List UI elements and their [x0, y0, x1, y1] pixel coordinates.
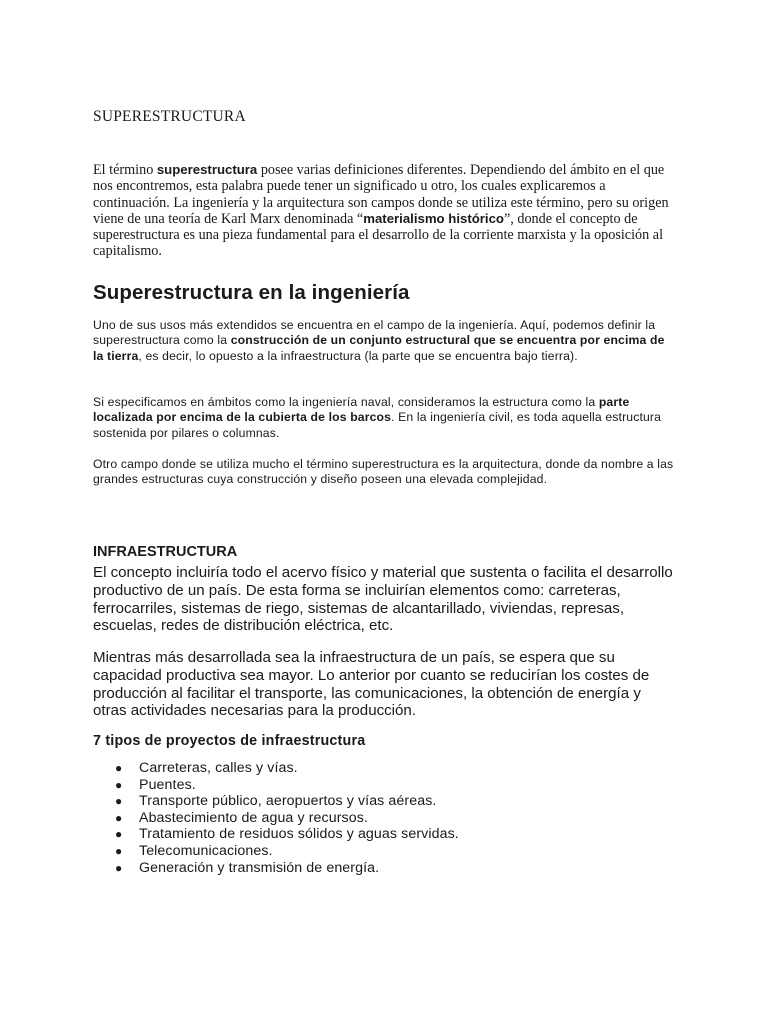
superestructura-title: SUPERESTRUCTURA [93, 108, 246, 125]
bullet-icon: ● [115, 860, 123, 875]
list-item [115, 777, 459, 794]
intro-paragraph [93, 162, 673, 260]
list-item [115, 826, 459, 843]
infraestructura-heading: INFRAESTRUCTURA [93, 544, 238, 560]
intro-text-3: ”, donde el concepto de superestructura es una pieza fundamental para el desarrollo de la corriente marxista y la oposición al capitalismo. [93, 210, 664, 260]
list-item [115, 760, 459, 777]
para2-text-2: . En la ingeniería civil, es toda aquella estructura sostenida por pilares o columnas. [93, 410, 662, 440]
intro-bold-2: materialismo histórico [363, 210, 504, 226]
para1-text-2: , es decir, lo opuesto a la infraestructura (la parte que se encuentra bajo tierra). [138, 348, 578, 363]
tipos-list [115, 760, 459, 876]
list-item-text: Transporte público, aeropuertos y vías aéreas. [139, 793, 437, 810]
para2-text-1: Si especificamos en ámbitos como la ingeniería naval, consideramos la estructura como la [93, 395, 599, 409]
para2-bold: parte localizada por encima de la cubierta de los barcos [93, 395, 630, 425]
list-item [115, 793, 459, 810]
infraestructura-paragraph-2: Mientras más desarrollada sea la infraestructura de un país, se espera que su capacidad productiva sea mayor. Lo anterior por cuanto se reducirían los costes de producción al facilitar el transporte, las comunicaciones, la obtención de energía y otras actividades necesarias para la producción. [93, 649, 650, 720]
para1-text-1: Uno de sus usos más extendidos se encuentra en el campo de la ingeniería. Aquí, podemos definir la superestructura como la [93, 318, 656, 348]
list-item [115, 810, 459, 827]
intro-text-1: El término [93, 162, 157, 178]
bullet-icon: ● [115, 810, 123, 825]
para1-bold: construcción de un conjunto estructural que se encuentra por encima de la tierra [93, 333, 665, 363]
ingenieria-paragraph-2 [93, 395, 678, 441]
bullet-icon: ● [115, 794, 123, 809]
intro-text-2: posee varias definiciones diferentes. Dependiendo del ámbito en el que nos encontremos, esta palabra puede tener un significado u otro, los cuales explicaremos a continuación. La ingeniería y la arquitectura son campos donde se utiliza este término, pero su origen viene de una teoría de Karl Marx denominada “ [93, 162, 669, 227]
bullet-icon: ● [115, 777, 123, 792]
ingenieria-heading: Superestructura en la ingeniería [93, 281, 410, 304]
list-item-text: Generación y transmisión de energía. [139, 859, 380, 876]
list-item-text: Abastecimiento de agua y recursos. [139, 809, 368, 826]
bullet-icon: ● [115, 827, 123, 842]
ingenieria-paragraph-3: Otro campo donde se utiliza mucho el término superestructura es la arquitectura, donde da nombre a las grandes estructuras cuya construcción y diseño poseen una elevada complejidad. [93, 457, 674, 487]
tipos-heading: 7 tipos de proyectos de infraestructura [93, 733, 366, 749]
infraestructura-paragraph-1: El concepto incluiría todo el acervo físico y material que sustenta o facilita el desarrollo productivo de un país. De esta forma se incluirían elementos como: carreteras, ferrocarriles, sistemas de riego, sistemas de alcantarillado, viviendas, represas, escuelas, redes de distribución eléctrica, etc. [93, 564, 673, 635]
bullet-icon: ● [115, 761, 123, 775]
list-item-text: Tratamiento de residuos sólidos y aguas servidas. [139, 826, 459, 843]
intro-bold-1: superestructura [156, 162, 258, 177]
list-item-text: Puentes. [139, 776, 196, 793]
list-item [115, 843, 459, 860]
list-item [115, 860, 459, 877]
list-item-text: Telecomunicaciones. [139, 842, 273, 859]
ingenieria-paragraph-1 [93, 318, 678, 364]
list-item-text: Carreteras, calles y vías. [139, 760, 298, 776]
bullet-icon: ● [115, 843, 123, 858]
